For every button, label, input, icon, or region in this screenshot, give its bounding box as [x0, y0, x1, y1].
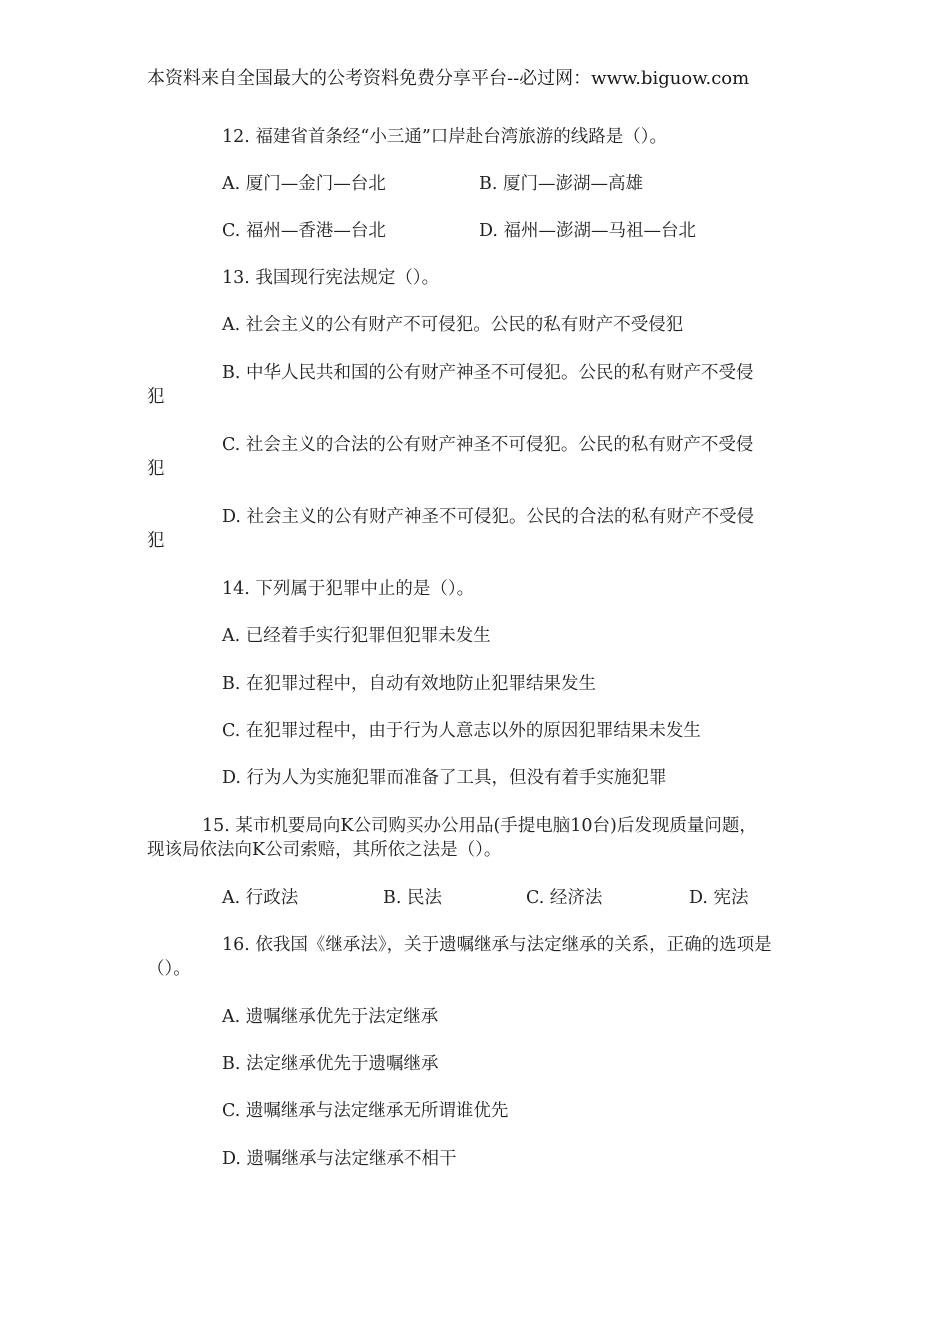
question-16-option-a: A. 遗嘱继承优先于法定继承 — [222, 1007, 439, 1027]
question-13-option-d: D. 社会主义的公有财产神圣不可侵犯。公民的合法的私有财产不受侵 — [222, 507, 755, 527]
question-15-option-b: B. 民法 — [383, 888, 442, 908]
question-13-option-b: B. 中华人民共和国的公有财产神圣不可侵犯。公民的私有财产不受侵 — [222, 363, 754, 383]
question-16-option-c: C. 遗嘱继承与法定继承无所谓谁优先 — [222, 1101, 509, 1121]
question-13-option-d-cont: 犯 — [147, 531, 165, 551]
question-13-stem: 13. 我国现行宪法规定（）。 — [222, 268, 440, 288]
question-12-option-a: A. 厦门—金门—台北 — [222, 174, 386, 194]
question-15-option-a: A. 行政法 — [222, 888, 299, 908]
question-15-stem-cont: 现该局依法向K公司索赔，其所依之法是（）。 — [147, 840, 502, 860]
question-13-option-c-cont: 犯 — [147, 459, 165, 479]
question-12-option-b: B. 厦门—澎湖—高雄 — [479, 174, 643, 194]
question-13-option-a: A. 社会主义的公有财产不可侵犯。公民的私有财产不受侵犯 — [222, 315, 684, 335]
question-16-option-b: B. 法定继承优先于遗嘱继承 — [222, 1054, 439, 1074]
question-15-option-c: C. 经济法 — [526, 888, 603, 908]
question-14-option-b: B. 在犯罪过程中，自动有效地防止犯罪结果发生 — [222, 674, 596, 694]
question-12-option-c: C. 福州—香港—台北 — [222, 221, 386, 241]
question-12-option-d: D. 福州—澎湖—马祖—台北 — [479, 221, 697, 241]
question-14-stem: 14. 下列属于犯罪中止的是（）。 — [222, 579, 475, 599]
question-16-stem-cont: （）。 — [147, 959, 191, 979]
question-16-stem: 16. 依我国《继承法》，关于遗嘱继承与法定继承的关系，正确的选项是 — [222, 935, 772, 955]
question-14-option-c: C. 在犯罪过程中，由于行为人意志以外的原因犯罪结果未发生 — [222, 721, 701, 741]
question-15-option-d: D. 宪法 — [689, 888, 749, 908]
question-13-option-b-cont: 犯 — [147, 387, 165, 407]
page-header: 本资料来自全国最大的公考资料免费分享平台--必过网：www.biguow.com — [147, 68, 750, 89]
question-14-option-a: A. 已经着手实行犯罪但犯罪未发生 — [222, 626, 491, 646]
question-15-stem: 15. 某市机要局向K公司购买办公用品(手提电脑10台)后发现质量问题， — [202, 816, 757, 836]
question-16-option-d: D. 遗嘱继承与法定继承不相干 — [222, 1149, 457, 1169]
question-14-option-d: D. 行为人为实施犯罪而准备了工具，但没有着手实施犯罪 — [222, 768, 667, 788]
question-12-stem: 12. 福建省首条经“小三通”口岸赴台湾旅游的线路是（）。 — [222, 127, 668, 147]
question-13-option-c: C. 社会主义的合法的公有财产神圣不可侵犯。公民的私有财产不受侵 — [222, 435, 754, 455]
